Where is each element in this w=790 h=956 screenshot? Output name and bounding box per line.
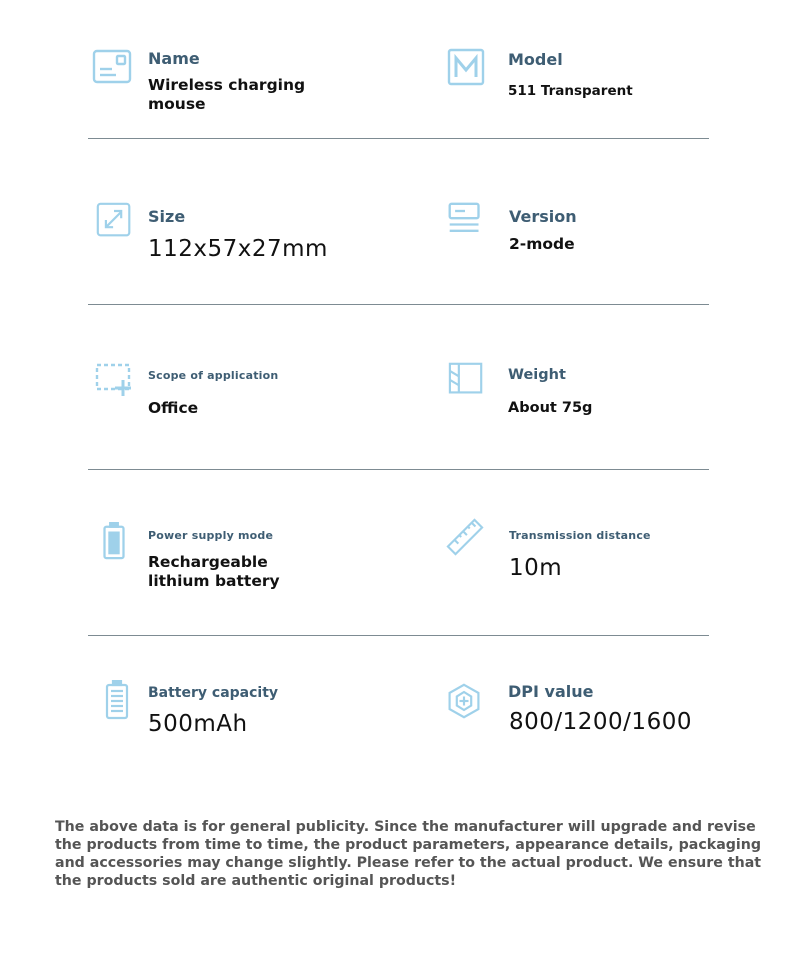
battery-label: Battery capacity <box>148 685 279 701</box>
dashed-box-plus-icon <box>95 362 135 402</box>
battery-bars-icon <box>105 680 129 720</box>
weight-label: Weight <box>508 367 566 383</box>
size-value: 112x57x27mm <box>148 236 328 262</box>
scope-value: Office <box>148 399 199 417</box>
disclaimer <box>55 818 762 890</box>
model-label: Model <box>508 50 563 69</box>
name-value-line1: Wireless charging <box>148 76 306 94</box>
split-panel-icon <box>448 362 484 396</box>
name-value-line2: mouse <box>148 95 206 113</box>
power-label: Power supply mode <box>148 529 274 542</box>
hexagon-plus-icon <box>446 682 482 720</box>
battery-value: 500mAh <box>148 711 248 737</box>
transmission-label: Transmission distance <box>509 529 651 542</box>
id-card-icon <box>92 48 132 88</box>
ruler-icon <box>446 518 484 556</box>
name-label: Name <box>148 49 200 68</box>
dpi-label: DPI value <box>508 682 594 701</box>
letter-m-icon <box>447 48 487 88</box>
battery-icon <box>102 522 126 560</box>
disclaimer-line-3: and accessories may change slightly. Please refer to the actual product. We ensure that <box>55 855 762 871</box>
version-label: Version <box>509 207 577 226</box>
divider-1 <box>88 138 709 139</box>
disclaimer-line-1: The above data is for general publicity. Since the manufacturer will upgrade and revise <box>55 819 756 835</box>
model-value: 511 Transparent <box>508 83 633 99</box>
transmission-value: 10m <box>509 555 563 581</box>
name-value <box>148 76 305 114</box>
divider-4 <box>88 635 709 636</box>
resize-arrows-icon <box>96 202 132 238</box>
version-value: 2-mode <box>509 235 575 253</box>
power-value-line2: lithium battery <box>148 572 280 590</box>
power-value-line1: Rechargeable <box>148 553 268 571</box>
scope-label: Scope of application <box>148 369 279 382</box>
dpi-value: 800/1200/1600 <box>509 709 692 735</box>
divider-3 <box>88 469 709 470</box>
weight-value: About 75g <box>508 400 593 416</box>
power-value <box>148 553 280 591</box>
divider-2 <box>88 304 709 305</box>
size-label: Size <box>148 207 186 226</box>
disclaimer-line-2: the products from time to time, the product parameters, appearance details, packaging <box>55 837 762 853</box>
stacked-device-icon <box>447 202 483 238</box>
disclaimer-line-4: the products sold are authentic original products! <box>55 873 457 889</box>
